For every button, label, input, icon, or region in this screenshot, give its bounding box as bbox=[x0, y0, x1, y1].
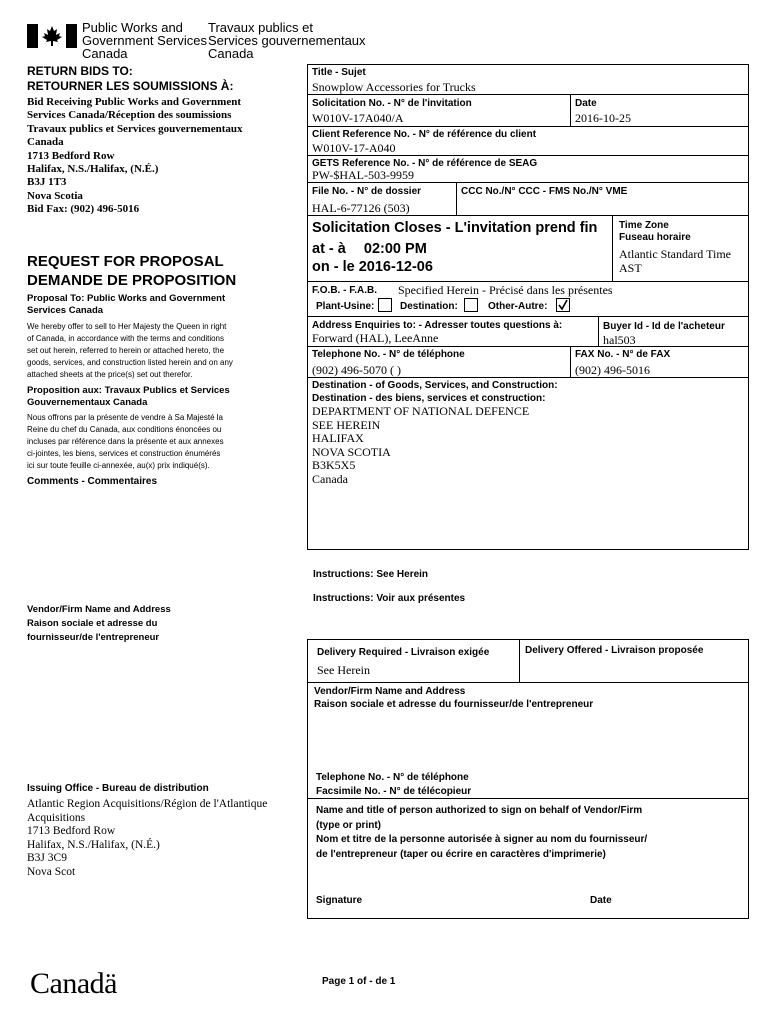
text-line: Proposition aux: Travaux Publics et Services bbox=[27, 385, 230, 396]
text-line: Proposal To: Public Works and Government bbox=[27, 293, 226, 304]
text-line: Raison sociale et adresse du bbox=[27, 618, 158, 629]
address-line: Halifax, N.S./Halifax, (N.É.) bbox=[27, 163, 159, 176]
instructions-fr: Instructions: Voir aux présentes bbox=[313, 593, 466, 604]
fob-plant-checkbox[interactable] bbox=[378, 298, 392, 312]
text-line: Nom et titre de la personne autorisée à signer au nom du fournisseur/ bbox=[316, 834, 648, 845]
maple-leaf-icon bbox=[27, 24, 77, 48]
signature-date-label: Date bbox=[590, 895, 612, 906]
return-bids-title bbox=[27, 64, 233, 94]
text-line: Canada bbox=[312, 471, 348, 486]
text-line: We hereby offer to sell to Her Majesty the Queen in right bbox=[27, 322, 227, 331]
on-label: on - le bbox=[312, 259, 355, 275]
dept-fr-line: Services gouvernementaux bbox=[208, 33, 366, 48]
address-line: Nova Scot bbox=[27, 865, 76, 878]
solicitation-closes-title: Solicitation Closes - L'invitation prend fin bbox=[312, 220, 598, 236]
text-line: Atlantic Standard Time bbox=[619, 247, 731, 261]
text-line: Gouvernementaux Canada bbox=[27, 397, 148, 408]
dept-name-fr bbox=[208, 21, 366, 60]
text-line: Destination - of Goods, Services, and Construction: bbox=[312, 380, 558, 391]
vendor-facsimile-label: Facsimile No. - N° de télécopieur bbox=[316, 786, 472, 797]
text-line: of Canada, in accordance with the terms and conditions bbox=[27, 334, 225, 343]
text-line: Nous offrons par la présente de vendre à Sa Majesté la bbox=[27, 413, 223, 422]
rfp-title-en: REQUEST FOR PROPOSAL bbox=[27, 253, 224, 270]
text-line: (type or print) bbox=[316, 819, 381, 831]
text-line: Vendor/Firm Name and Address bbox=[27, 604, 171, 615]
fob-option-other-label: Other-Autre: bbox=[488, 301, 548, 312]
text-line: HALIFAX bbox=[312, 431, 364, 445]
address-line: Canada bbox=[27, 136, 64, 149]
vendor-firm-label bbox=[314, 685, 593, 711]
issuing-office-address bbox=[27, 798, 267, 879]
text-line: attached sheets at the price(s) set out therefor. bbox=[27, 370, 193, 379]
delivery-offered-label: Delivery Offered - Livraison proposée bbox=[525, 645, 704, 656]
address-line: Nova Scotia bbox=[27, 189, 83, 202]
at-label: at - à bbox=[312, 241, 346, 257]
date-value: 2016-10-25 bbox=[575, 111, 631, 125]
client-ref-label: Client Reference No. - N° de référence du client bbox=[312, 129, 537, 140]
dept-fr-line: Canada bbox=[208, 46, 254, 61]
proposal-to-text bbox=[27, 321, 233, 381]
proposition-label bbox=[27, 385, 230, 409]
text-line: DEPARTMENT OF NATIONAL DEFENCE bbox=[312, 404, 530, 418]
fob-destination-checkbox[interactable] bbox=[464, 298, 478, 312]
dept-fr-line: Travaux publics et bbox=[208, 20, 314, 35]
fax-value: (902) 496-5016 bbox=[575, 363, 650, 377]
fax-label: FAX No. - N° de FAX bbox=[575, 349, 671, 360]
client-ref-value: W010V-17-A040 bbox=[312, 141, 396, 155]
text-line: Time Zone bbox=[619, 220, 669, 231]
solicitation-no-label: Solicitation No. - N° de l'invitation bbox=[312, 98, 472, 109]
fob-option-destination-label: Destination: bbox=[400, 301, 458, 312]
closing-date-value: 2016-12-06 bbox=[358, 259, 433, 275]
address-line: 1713 Bedford Row bbox=[27, 149, 115, 162]
canada-wordmark: Canadä bbox=[30, 967, 117, 1000]
address-line: Acquisitions bbox=[27, 811, 86, 824]
gets-ref-value: PW-$HAL-503-9959 bbox=[312, 168, 414, 182]
ccc-no-label: CCC No./N° CCC - FMS No./N° VME bbox=[461, 186, 628, 197]
return-bids-title-en: RETURN BIDS TO: bbox=[27, 64, 133, 78]
text-line: Reine du chef du Canada, aux conditions énoncées ou bbox=[27, 425, 222, 434]
delivery-required-label: Delivery Required - Livraison exigée bbox=[317, 647, 490, 658]
text-line: incluses par référence dans la présente et aux annexes bbox=[27, 437, 224, 446]
text-line: B3K5X5 bbox=[312, 458, 356, 472]
address-line: Halifax, N.S./Halifax, (N.É.) bbox=[27, 838, 160, 851]
signature-label: Signature bbox=[316, 895, 363, 906]
text-line: goods, services, and construction listed herein and on any bbox=[27, 358, 233, 367]
text-line: SEE HEREIN bbox=[312, 417, 381, 432]
proposition-text bbox=[27, 412, 224, 472]
issuing-office-label: Issuing Office - Bureau de distribution bbox=[27, 783, 209, 794]
return-bids-title-fr: RETOURNER LES SOUMISSIONS À: bbox=[27, 79, 234, 93]
title-label: Title - Sujet bbox=[312, 67, 366, 78]
page-number: Page 1 of - de 1 bbox=[322, 976, 396, 987]
text-line: ici sur toute feuille ci-annexée, au(x) prix indiqué(s). bbox=[27, 461, 210, 470]
dept-name-en bbox=[82, 21, 207, 60]
vendor-telephone-label: Telephone No. - N° de téléphone bbox=[316, 772, 469, 783]
file-no-value: HAL-6-77126 (503) bbox=[312, 201, 410, 215]
dept-en-line: Public Works and bbox=[82, 20, 183, 35]
fob-option-plant-label: Plant-Usine: bbox=[316, 301, 375, 312]
rfp-title bbox=[27, 252, 236, 290]
proposal-to-label bbox=[27, 293, 225, 317]
closing-time-value: 02:00 PM bbox=[363, 241, 427, 257]
text-line: Vendor/Firm Name and Address bbox=[314, 686, 466, 697]
gets-ref-label: GETS Reference No. - N° de référence de SEAG bbox=[312, 158, 538, 169]
text-line: NOVA SCOTIA bbox=[312, 444, 391, 459]
comments-label: Comments - Commentaires bbox=[27, 476, 158, 487]
phone-value: (902) 496-5070 ( ) bbox=[312, 363, 401, 377]
text-line: Raison sociale et adresse du fournisseur/de l'entrepreneur bbox=[314, 699, 594, 710]
closing-time bbox=[312, 241, 427, 258]
date-label: Date bbox=[575, 98, 597, 109]
phone-label: Telephone No. - N° de téléphone bbox=[312, 349, 465, 360]
solicitation-no-value: W010V-17A040/A bbox=[312, 111, 404, 125]
text-line: Services Canada bbox=[27, 305, 104, 316]
address-line: Bid Receiving Public Works and Government bbox=[27, 96, 242, 108]
address-line: B3J 1T3 bbox=[27, 176, 67, 189]
time-zone-label bbox=[619, 220, 691, 244]
address-line: 1713 Bedford Row bbox=[27, 825, 116, 837]
closing-date bbox=[312, 259, 433, 276]
return-bids-address bbox=[27, 96, 243, 217]
buyer-id-label: Buyer Id - Id de l'acheteur bbox=[603, 321, 725, 332]
bid-fax-line: Bid Fax: (902) 496-5016 bbox=[27, 203, 140, 216]
fob-value: Specified Herein - Précisé dans les présentes bbox=[398, 283, 613, 297]
destination-label bbox=[312, 380, 558, 405]
fob-other-checkbox[interactable] bbox=[556, 298, 570, 312]
dept-en-line: Government Services bbox=[82, 33, 207, 48]
text-line: Fuseau horaire bbox=[619, 232, 691, 243]
title-value: Snowplow Accessories for Trucks bbox=[312, 80, 476, 94]
rfp-title-fr: DEMANDE DE PROPOSITION bbox=[27, 272, 237, 289]
text-line: ci-jointes, les biens, services et construction énumérés bbox=[27, 449, 221, 458]
vendor-firm-label-left bbox=[27, 603, 171, 645]
enquiries-label: Address Enquiries to: - Adresser toutes questions à: bbox=[312, 320, 563, 331]
text-line: Destination - des biens, services et construction: bbox=[312, 392, 546, 404]
instructions-en: Instructions: See Herein bbox=[313, 569, 429, 580]
address-line: Services Canada/Réception des soumissions bbox=[27, 109, 232, 122]
destination-value bbox=[312, 405, 529, 486]
text-line: fournisseur/de l'entrepreneur bbox=[27, 632, 160, 643]
address-line: B3J 3C9 bbox=[27, 852, 67, 864]
enquiries-value: Forward (HAL), LeeAnne bbox=[312, 331, 439, 345]
text-line: de l'entrepreneur (taper ou écrire en caractères d'imprimerie) bbox=[316, 848, 606, 860]
canada-flag-logo bbox=[27, 24, 77, 53]
address-line: Atlantic Region Acquisitions/Région de l'Atlantique bbox=[27, 798, 268, 810]
file-no-label: File No. - N° de dossier bbox=[312, 186, 422, 197]
text-line: AST bbox=[619, 261, 642, 275]
fob-label: F.O.B. - F.A.B. bbox=[312, 285, 377, 296]
checkmark-icon bbox=[557, 299, 569, 311]
buyer-id-value: hal503 bbox=[603, 333, 636, 347]
authorized-person-label bbox=[316, 804, 647, 862]
time-zone-value bbox=[619, 247, 731, 275]
address-line: Travaux publics et Services gouvernementaux bbox=[27, 122, 243, 135]
delivery-required-value: See Herein bbox=[317, 663, 370, 677]
text-line: set out herein, referred to herein or attached hereto, the bbox=[27, 346, 225, 355]
dept-en-line: Canada bbox=[82, 46, 128, 61]
text-line: Name and title of person authorized to sign on behalf of Vendor/Firm bbox=[316, 805, 643, 816]
